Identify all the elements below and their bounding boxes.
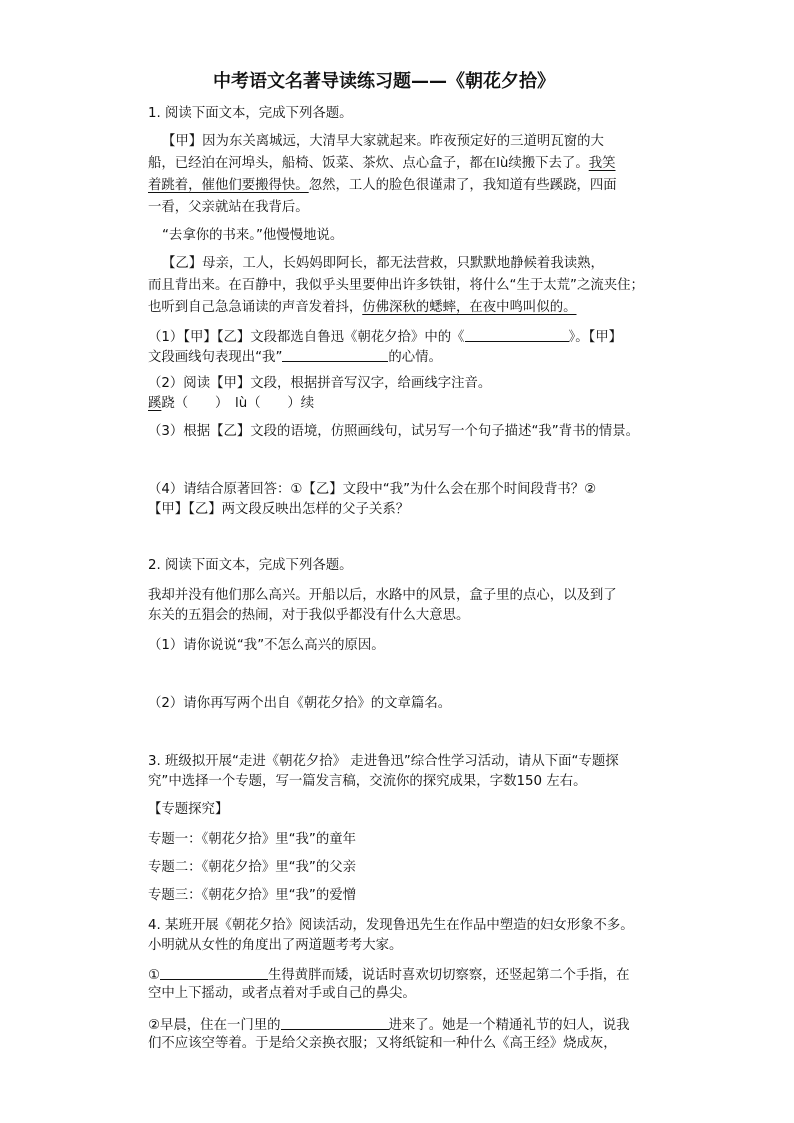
q3-topic-2: 专题二：《朝花夕拾》里“我”的父亲 bbox=[148, 860, 357, 875]
q4-item1-text: 生得黄胖而矮，说话时喜欢切切察察，还竖起第二个手指，在 bbox=[268, 968, 630, 983]
q4-item1-line2: 空中上下摇动，或者点着对手或自己的鼻尖。 bbox=[148, 986, 416, 1001]
q4-item1-blank[interactable] bbox=[160, 964, 268, 980]
q1-jia-line2 bbox=[148, 154, 616, 174]
q1-yi-line2: 而且背出来。在百静中，我似乎头里要伸出许多铁钳，将什么“生于太荒”之流夹住； bbox=[148, 278, 644, 293]
q1-jia-line4: 一看，父亲就站在我背后。 bbox=[148, 200, 309, 215]
q3-topic-3: 专题三：《朝花夕拾》里“我”的爱憎 bbox=[148, 888, 357, 903]
q1-sub2-line1: （2）阅读【甲】文段，根据拼音写汉字，给画线字注音。 bbox=[148, 376, 492, 391]
q1-intro: 1. 阅读下面文本，完成下列各题。 bbox=[148, 106, 353, 121]
q1-yi-underlined: 仿佛深秋的蟋蟀，在夜中鸣叫似的。 bbox=[362, 300, 577, 315]
q1-sub3: （3）根据【乙】文段的语境，仿照画线句，试另写一个句子描述“我”背书的情景。 bbox=[148, 424, 640, 439]
q1-jia-line3 bbox=[148, 176, 617, 196]
q4-item2-text-a: ②早晨，住在一门里的 bbox=[148, 1018, 281, 1033]
q1-jia-underlined-start: 我笑 bbox=[588, 156, 616, 171]
q4-item1-line1 bbox=[148, 964, 630, 986]
q3-topic-1: 专题一：《朝花夕拾》里“我”的童年 bbox=[148, 832, 357, 847]
q2-passage-line1: 我却并没有他们那么高兴。开船以后，水路中的风景，盒子里的点心，以及到了 bbox=[148, 588, 617, 603]
q1-sub4-line2: 【甲】【乙】两文段反映出怎样的父子关系？ bbox=[148, 502, 410, 517]
q1-quote: “去拿你的书来。”他慢慢地说。 bbox=[162, 228, 344, 243]
q1-sub1-text-d: 的心情。 bbox=[388, 350, 442, 365]
q1-sub1-blank-feeling[interactable] bbox=[282, 346, 388, 362]
page-title: 中考语文名著导读练习题——《朝花夕拾》 bbox=[213, 71, 555, 92]
q1-sub1-line1 bbox=[148, 326, 622, 348]
q1-sub4-line1: （4）请结合原著回答：①【乙】文段中“我”为什么会在那个时间段背书？② bbox=[148, 482, 597, 497]
q1-sub1-line2 bbox=[148, 346, 442, 368]
q3-heading: 【专题探究】 bbox=[148, 802, 229, 817]
q1-yi-line3-text: 也听到自己急急诵读的声音发着抖， bbox=[148, 300, 363, 315]
q1-jia-underlined-end: 着跳着，催他们要搬得快。 bbox=[148, 178, 309, 193]
q4-item2-line1 bbox=[148, 1014, 630, 1036]
q4-line2: 小明就从女性的角度出了两道题考考大家。 bbox=[148, 938, 403, 953]
q1-yi-line3 bbox=[148, 298, 577, 318]
q2-sub1: （1）请你说说“我”不怎么高兴的原因。 bbox=[148, 638, 385, 653]
q2-sub2: （2）请你再写两个出自《朝花夕拾》的文章篇名。 bbox=[148, 696, 452, 711]
q1-jia-line1: 【甲】因为东关离城远，大清早大家就起来。昨夜预定好的三道明瓦窗的大 bbox=[162, 134, 604, 149]
q1-sub2-underlined-char: 蹊 bbox=[148, 396, 162, 411]
q1-sub1-text-b: 》。【甲】 bbox=[568, 330, 623, 345]
q3-line1: 3. 班级拟开展“走进《朝花夕拾》 走进鲁迅”综合性学习活动，请从下面“专题探 bbox=[148, 754, 619, 769]
q4-line1: 4. 某班开展《朝花夕拾》阅读活动，发现鲁迅先生在作品中塑造的妇女形象不多。 bbox=[148, 918, 634, 933]
q4-item2-text-b: 进来了。她是一个精通礼节的妇人，说我 bbox=[388, 1018, 630, 1033]
q3-line2: 究”中选择一个专题，写一篇发言稿，交流你的探究成果，字数150 左右。 bbox=[148, 774, 587, 789]
q4-item2-line2: 们不应该空等着。于是给父亲换衣服；又将纸锭和一种什么《高王经》烧成灰， bbox=[148, 1036, 617, 1051]
q1-yi-line1: 【乙】母亲，工人，长妈妈即阿长，都无法营救，只默默地静候着我读熟， bbox=[162, 256, 604, 271]
q4-item1-marker: ① bbox=[148, 968, 161, 983]
q1-jia-line2-text: 船，已经泊在河埠头，船椅、饭菜、茶炊、点心盒子，都在lù续搬下去了。 bbox=[148, 156, 589, 171]
q4-item2-blank[interactable] bbox=[281, 1014, 389, 1030]
q2-passage-line2: 东关的五猖会的热闹，对于我似乎都没有什么大意思。 bbox=[148, 608, 470, 623]
q2-intro: 2. 阅读下面文本，完成下列各题。 bbox=[148, 558, 353, 573]
q1-sub1-text-c: 文段画线句表现出“我” bbox=[148, 350, 283, 365]
q1-sub2-text: 跷（ ） lù（ ）续 bbox=[161, 396, 315, 411]
q1-sub2-line2 bbox=[148, 394, 314, 414]
q1-sub1-blank-title[interactable] bbox=[465, 326, 569, 342]
q1-jia-line3-text: 忽然，工人的脸色很谨肃了，我知道有些蹊跷，四面 bbox=[308, 178, 617, 193]
q1-sub1-text-a: （1）【甲】【乙】文段都选自鲁迅《朝花夕拾》中的《 bbox=[148, 330, 465, 345]
